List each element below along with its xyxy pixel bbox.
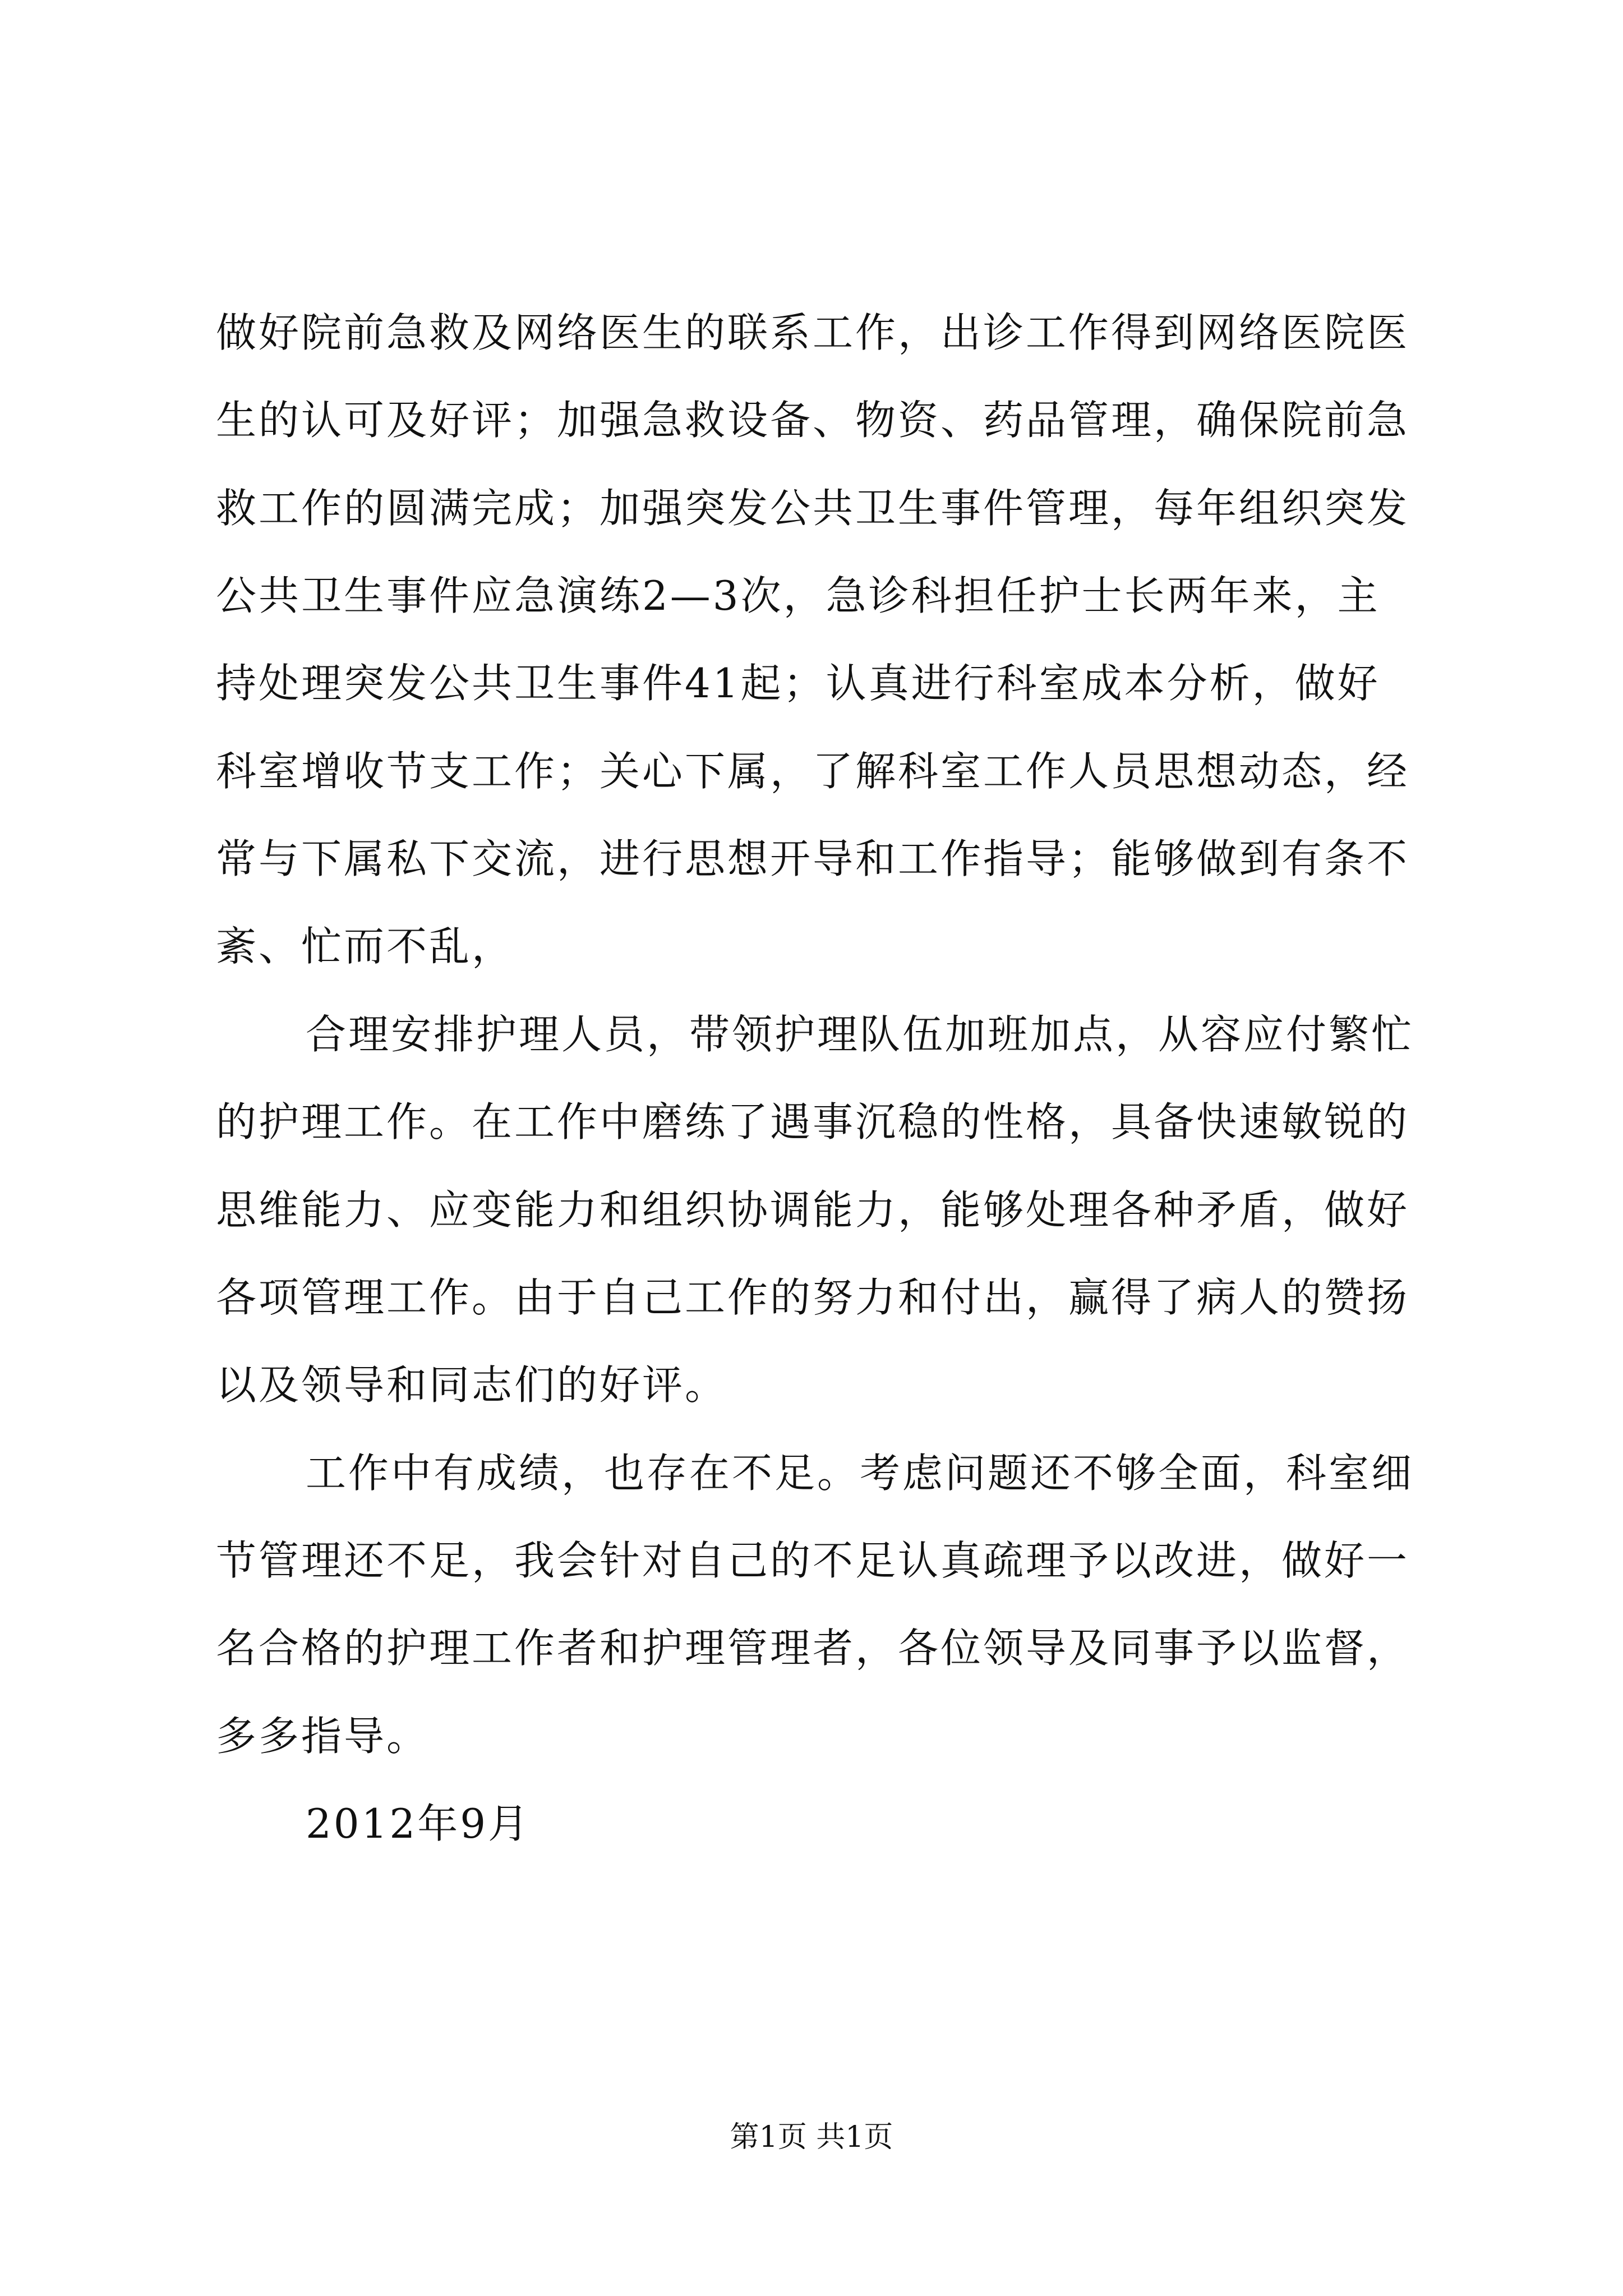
paragraph-2-line-3: 思维能力、应变能力和组织协调能力，能够处理各种矛盾，做好 xyxy=(216,1186,1410,1234)
document-date: 2012年9月 xyxy=(306,1800,531,1847)
paragraph-1-line-7: 常与下属私下交流，进行思想开导和工作指导；能够做到有条不 xyxy=(216,835,1410,882)
paragraph-1-line-2: 生的认可及好评；加强急救设备、物资、药品管理，确保院前急 xyxy=(216,397,1410,444)
paragraph-1-line-3: 救工作的圆满完成；加强突发公共卫生事件管理，每年组织突发 xyxy=(216,485,1410,532)
paragraph-3-line-4: 多多指导。 xyxy=(216,1713,430,1760)
paragraph-3-line-3: 名合格的护理工作者和护理管理者，各位领导及同事予以监督， xyxy=(216,1625,1410,1672)
paragraph-2-line-5: 以及领导和同志们的好评。 xyxy=(216,1361,728,1409)
paragraph-3-line-1: 工作中有成绩，也存在不足。考虑问题还不够全面，科室细 xyxy=(306,1450,1414,1497)
paragraph-1-line-1: 做好院前急救及网络医生的联系工作，出诊工作得到网络医院医 xyxy=(216,309,1410,356)
paragraph-1-line-4: 公共卫生事件应急演练2—3次，急诊科担任护士长两年来，主 xyxy=(216,572,1380,619)
paragraph-1-line-6: 科室增收节支工作；关心下属，了解科室工作人员思想动态，经 xyxy=(216,748,1410,795)
paragraph-1-line-8: 紊、忙而不乱， xyxy=(216,923,515,970)
paragraph-1-line-5: 持处理突发公共卫生事件41起；认真进行科室成本分析，做好 xyxy=(216,660,1380,707)
paragraph-2-line-4: 各项管理工作。由于自己工作的努力和付出，赢得了病人的赞扬 xyxy=(216,1274,1410,1321)
paragraph-3-line-2: 节管理还不足，我会针对自己的不足认真疏理予以改进，做好一 xyxy=(216,1537,1410,1584)
paragraph-2-line-2: 的护理工作。在工作中磨练了遇事沉稳的性格，具备快速敏锐的 xyxy=(216,1098,1410,1145)
paragraph-2-line-1: 合理安排护理人员，带领护理队伍加班加点，从容应付繁忙 xyxy=(306,1011,1414,1058)
page-footer: 第1页 共1页 xyxy=(730,2120,893,2154)
